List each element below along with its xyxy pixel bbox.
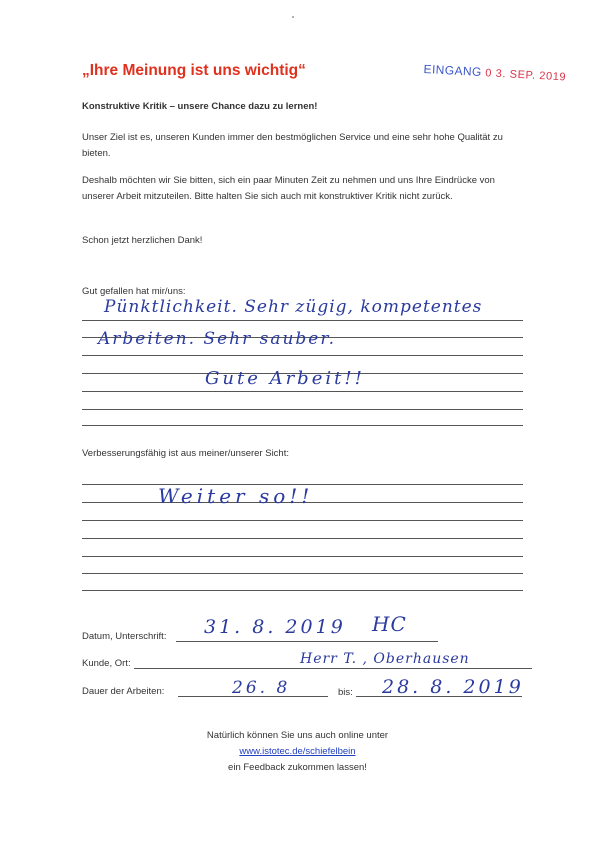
- stamp-date: 0 3. SEP. 2019: [484, 67, 567, 84]
- liked-label: Gut gefallen hat mir/uns:: [82, 286, 186, 297]
- writing-line: [82, 320, 523, 321]
- writing-line: [82, 590, 523, 591]
- page-title: „Ihre Meinung ist uns wichtig“: [82, 62, 306, 79]
- subheading: Konstruktive Kritik – unsere Chance dazu zu lernen!: [82, 101, 318, 112]
- received-stamp: [423, 62, 566, 83]
- signature: HC: [372, 612, 407, 636]
- writing-line: [82, 355, 523, 356]
- stamp-prefix: EINGANG: [423, 62, 483, 80]
- customer-label: Kunde, Ort:: [82, 658, 131, 669]
- duration-from-handwriting: 26. 8: [232, 678, 291, 698]
- writing-line: [82, 391, 523, 392]
- customer-line: [134, 668, 532, 669]
- writing-line: [82, 573, 523, 574]
- writing-line: [82, 425, 523, 426]
- intro-paragraph-1: Unser Ziel ist es, unseren Kunden immer den bestmöglichen Service und eine sehr hohe Qualität zu bieten.: [82, 132, 503, 159]
- date-signature-label: Datum, Unterschrift:: [82, 631, 167, 642]
- writing-line: [82, 538, 523, 539]
- date-signature-line: [176, 641, 438, 642]
- footer: [0, 728, 595, 776]
- customer-handwriting: Herr T. , Oberhausen: [300, 651, 470, 667]
- duration-to-handwriting: 28. 8. 2019: [382, 676, 524, 698]
- punch-mark: [292, 16, 294, 18]
- duration-label: Dauer der Arbeiten:: [82, 686, 165, 697]
- writing-line: [82, 409, 523, 410]
- liked-handwriting-line-3: Gute Arbeit!!: [205, 368, 365, 389]
- intro-paragraph-2: Deshalb möchten wir Sie bitten, sich ein paar Minuten Zeit zu nehmen und uns Ihre Eindrücke von unserer Arbeit mitzuteilen. Bitte halten Sie sich auch mit konstruktiver Kritik nicht zurück.: [82, 175, 495, 202]
- writing-line: [82, 556, 523, 557]
- footer-line-3: ein Feedback zukommen lassen!: [228, 762, 367, 773]
- improve-handwriting: Weiter so!!: [158, 484, 314, 508]
- liked-handwriting-line-1: Pünktlichkeit. Sehr zügig, kompetentes: [104, 297, 483, 317]
- footer-line-1: Natürlich können Sie uns auch online unter: [206, 730, 389, 741]
- feedback-link[interactable]: www.istotec.de/schiefelbein: [239, 746, 356, 757]
- thanks-text: Schon jetzt herzlichen Dank!: [82, 235, 203, 246]
- writing-line: [82, 520, 523, 521]
- liked-handwriting-line-2: Arbeiten. Sehr sauber.: [98, 329, 337, 349]
- improve-label: Verbesserungsfähig ist aus meiner/unserer Sicht:: [82, 448, 289, 459]
- to-label: bis:: [338, 687, 353, 698]
- date-handwriting: 31. 8. 2019: [204, 616, 346, 638]
